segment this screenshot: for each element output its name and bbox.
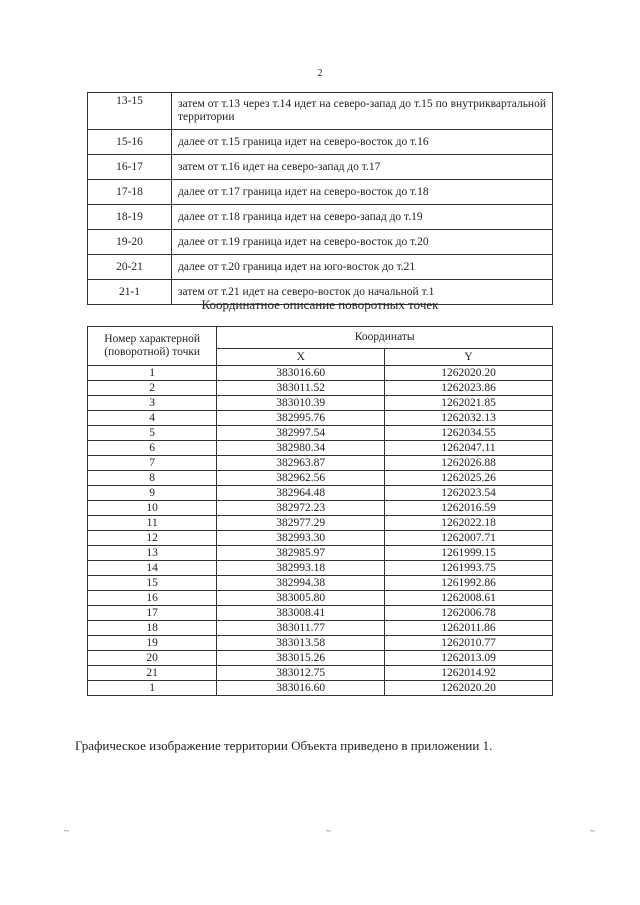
segment-cell: 17-18 xyxy=(88,180,172,205)
segment-cell: 21-1 xyxy=(88,280,172,305)
point-number-cell: 15 xyxy=(88,576,217,591)
y-coordinate-cell: 1262021.85 xyxy=(385,396,553,411)
x-coordinate-cell: 382963.87 xyxy=(217,456,385,471)
point-number-cell: 9 xyxy=(88,486,217,501)
x-coordinate-cell: 383016.60 xyxy=(217,681,385,696)
y-coordinate-cell: 1262011.86 xyxy=(385,621,553,636)
point-number-cell: 1 xyxy=(88,366,217,381)
x-coordinate-cell: 382964.48 xyxy=(217,486,385,501)
x-coordinate-cell: 382972.23 xyxy=(217,501,385,516)
x-coordinate-cell: 382980.34 xyxy=(217,441,385,456)
boundary-row xyxy=(88,255,553,280)
point-number-cell: 20 xyxy=(88,651,217,666)
coordinate-row xyxy=(88,666,553,681)
x-coordinate-cell: 382985.97 xyxy=(217,546,385,561)
segment-cell: 16-17 xyxy=(88,155,172,180)
segment-description-cell: затем от т.16 идет на северо-запад до т.17 xyxy=(172,155,553,180)
coordinate-row xyxy=(88,621,553,636)
boundary-row xyxy=(88,93,553,130)
point-number-header: Номер характерной (поворотной) точки xyxy=(88,327,217,366)
segment-description-cell: далее от т.15 граница идет на северо-восток до т.16 xyxy=(172,130,553,155)
point-number-cell: 14 xyxy=(88,561,217,576)
x-coordinate-cell: 382994.38 xyxy=(217,576,385,591)
point-number-cell: 2 xyxy=(88,381,217,396)
y-coordinate-cell: 1262026.88 xyxy=(385,456,553,471)
x-coordinate-cell: 382962.56 xyxy=(217,471,385,486)
coordinate-row xyxy=(88,681,553,696)
point-number-cell: 5 xyxy=(88,426,217,441)
y-coordinate-cell: 1262025.26 xyxy=(385,471,553,486)
x-coordinate-cell: 383015.26 xyxy=(217,651,385,666)
segment-description-cell: далее от т.19 граница идет на северо-восток до т.20 xyxy=(172,230,553,255)
point-number-cell: 8 xyxy=(88,471,217,486)
x-header: X xyxy=(217,349,385,366)
x-coordinate-cell: 383013.58 xyxy=(217,636,385,651)
point-number-cell: 3 xyxy=(88,396,217,411)
x-coordinate-cell: 383016.60 xyxy=(217,366,385,381)
coordinate-row xyxy=(88,471,553,486)
coordinate-row xyxy=(88,426,553,441)
coordinate-row xyxy=(88,591,553,606)
segment-description-cell: затем от т.21 идет на северо-восток до начальной т.1 xyxy=(172,280,553,305)
segment-cell: 13-15 xyxy=(88,93,172,130)
point-number-cell: 21 xyxy=(88,666,217,681)
y-coordinate-cell: 1262020.20 xyxy=(385,366,553,381)
coordinates-section-title: Координатное описание поворотных точек xyxy=(201,297,439,312)
boundary-description-table xyxy=(87,92,553,305)
boundary-table-body xyxy=(88,93,553,305)
x-coordinate-cell: 383010.39 xyxy=(217,396,385,411)
y-coordinate-cell: 1262022.18 xyxy=(385,516,553,531)
coordinate-row xyxy=(88,456,553,471)
boundary-row xyxy=(88,205,553,230)
coordinate-row xyxy=(88,531,553,546)
coordinate-row xyxy=(88,501,553,516)
y-coordinate-cell: 1262007.71 xyxy=(385,531,553,546)
coordinate-row xyxy=(88,651,553,666)
y-coordinate-cell: 1262013.09 xyxy=(385,651,553,666)
x-coordinate-cell: 382995.76 xyxy=(217,411,385,426)
coordinate-row xyxy=(88,486,553,501)
x-coordinate-cell: 383011.52 xyxy=(217,381,385,396)
point-number-cell: 12 xyxy=(88,531,217,546)
y-coordinate-cell: 1262023.86 xyxy=(385,381,553,396)
y-coordinate-cell: 1262010.77 xyxy=(385,636,553,651)
x-coordinate-cell: 383012.75 xyxy=(217,666,385,681)
y-coordinate-cell: 1262023.54 xyxy=(385,486,553,501)
coordinates-table xyxy=(87,326,553,696)
point-number-cell: 1 xyxy=(88,681,217,696)
point-number-cell: 19 xyxy=(88,636,217,651)
x-coordinate-cell: 382997.54 xyxy=(217,426,385,441)
point-number-cell: 16 xyxy=(88,591,217,606)
scan-mark-center: ~ xyxy=(326,826,331,836)
point-number-cell: 13 xyxy=(88,546,217,561)
point-number-cell: 10 xyxy=(88,501,217,516)
point-number-cell: 11 xyxy=(88,516,217,531)
scan-mark-right: ~ xyxy=(590,826,595,836)
x-coordinate-cell: 382993.18 xyxy=(217,561,385,576)
coordinate-row xyxy=(88,636,553,651)
x-coordinate-cell: 383005.80 xyxy=(217,591,385,606)
segment-cell: 20-21 xyxy=(88,255,172,280)
point-number-cell: 18 xyxy=(88,621,217,636)
y-coordinate-cell: 1262020.20 xyxy=(385,681,553,696)
segment-description-cell: далее от т.20 граница идет на юго-восток до т.21 xyxy=(172,255,553,280)
coordinates-header-row xyxy=(88,327,553,349)
boundary-row xyxy=(88,130,553,155)
y-coordinate-cell: 1262014.92 xyxy=(385,666,553,681)
y-coordinate-cell: 1261999.15 xyxy=(385,546,553,561)
y-coordinate-cell: 1261993.75 xyxy=(385,561,553,576)
coordinate-row xyxy=(88,561,553,576)
coordinates-table-body xyxy=(88,366,553,696)
y-coordinate-cell: 1262034.55 xyxy=(385,426,553,441)
coordinate-row xyxy=(88,366,553,381)
coordinate-row xyxy=(88,516,553,531)
scan-mark-left: ~ xyxy=(64,826,69,836)
x-coordinate-cell: 382977.29 xyxy=(217,516,385,531)
x-coordinate-cell: 382993.30 xyxy=(217,531,385,546)
y-coordinate-cell: 1262016.59 xyxy=(385,501,553,516)
appendix-note: Графическое изображение территории Объекта приведено в приложении 1. xyxy=(75,738,493,753)
segment-cell: 18-19 xyxy=(88,205,172,230)
segment-cell: 19-20 xyxy=(88,230,172,255)
coordinate-row xyxy=(88,606,553,621)
x-coordinate-cell: 383011.77 xyxy=(217,621,385,636)
coordinate-row xyxy=(88,441,553,456)
y-coordinate-cell: 1262047.11 xyxy=(385,441,553,456)
page-number: 2 xyxy=(317,68,323,79)
segment-description-cell: далее от т.18 граница идет на северо-запад до т.19 xyxy=(172,205,553,230)
segment-description-cell: затем от т.13 через т.14 идет на северо-запад до т.15 по внутриквартальной территории xyxy=(172,93,553,130)
boundary-row xyxy=(88,155,553,180)
coordinate-row xyxy=(88,381,553,396)
coordinates-table-head xyxy=(88,327,553,366)
x-coordinate-cell: 383008.41 xyxy=(217,606,385,621)
coordinate-row xyxy=(88,396,553,411)
y-header: Y xyxy=(385,349,553,366)
y-coordinate-cell: 1262008.61 xyxy=(385,591,553,606)
y-coordinate-cell: 1262032.13 xyxy=(385,411,553,426)
segment-description-cell: далее от т.17 граница идет на северо-восток до т.18 xyxy=(172,180,553,205)
boundary-row xyxy=(88,180,553,205)
point-number-cell: 17 xyxy=(88,606,217,621)
coordinate-row xyxy=(88,411,553,426)
boundary-row xyxy=(88,230,553,255)
point-number-cell: 6 xyxy=(88,441,217,456)
y-coordinate-cell: 1261992.86 xyxy=(385,576,553,591)
point-number-cell: 4 xyxy=(88,411,217,426)
y-coordinate-cell: 1262006.78 xyxy=(385,606,553,621)
coordinate-row xyxy=(88,576,553,591)
segment-cell: 15-16 xyxy=(88,130,172,155)
coordinate-row xyxy=(88,546,553,561)
coordinates-header: Координаты xyxy=(217,327,553,349)
point-number-cell: 7 xyxy=(88,456,217,471)
